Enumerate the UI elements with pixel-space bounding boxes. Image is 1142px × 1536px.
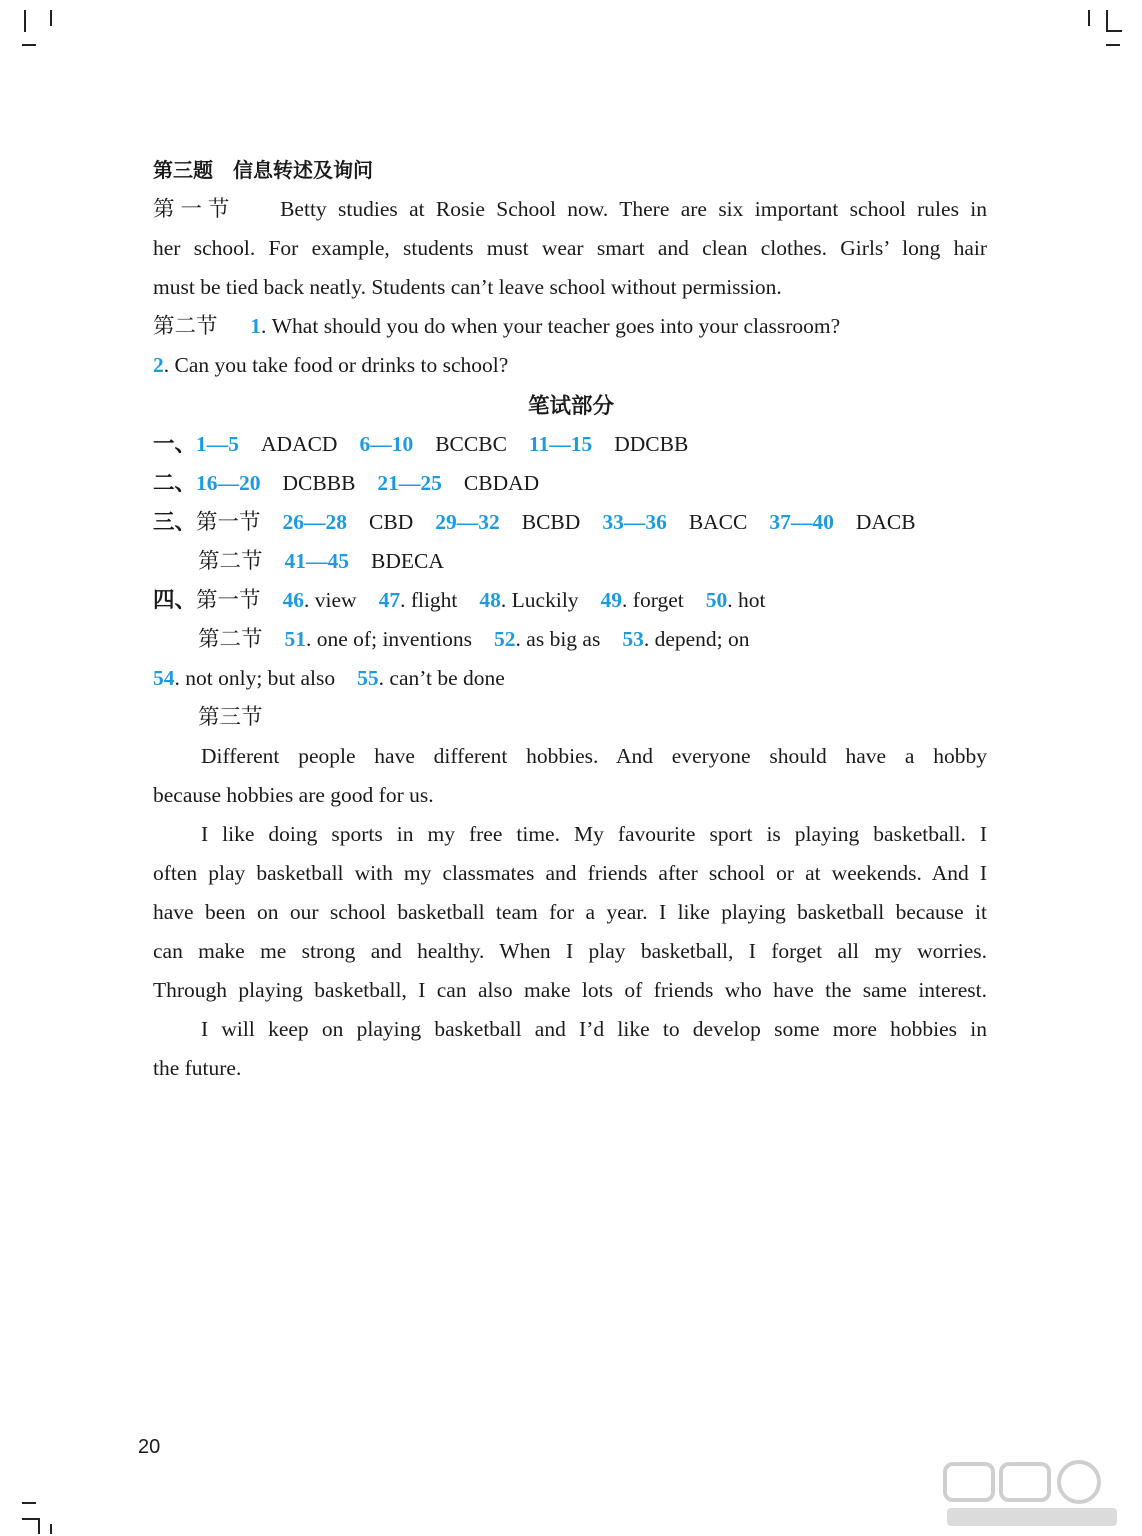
part2-label: 第二节 [153, 314, 218, 339]
essay-line: the future. [153, 1056, 242, 1080]
essay-line: I will keep on playing basketball and I’d like to develop some more hobbies in [201, 1017, 987, 1041]
crop-mark [1106, 10, 1108, 32]
question-number: 49 [600, 588, 623, 612]
question-range: 37—40 [769, 510, 834, 534]
question-number: 47 [378, 588, 401, 612]
question-number: 46 [282, 588, 305, 612]
answer-text: . depend; on [643, 627, 750, 651]
answer-text: . can’t be done [378, 666, 505, 690]
watermark-logo-icon [939, 1458, 1124, 1530]
sub-label: 第二节 [198, 549, 263, 574]
answer-text: . as big as [515, 627, 601, 651]
answer-row-6 [198, 620, 987, 659]
answer-text: DDCBB [614, 432, 689, 456]
essay-line: Through playing basketball, I can also make lots of friends who have the same interest. [153, 978, 987, 1002]
essay-line: because hobbies are good for us. [153, 783, 434, 807]
question-range: 11—15 [528, 432, 593, 456]
row-label: 三、 [153, 510, 197, 535]
answer-row-2 [153, 464, 987, 503]
part1-text: her school. For example, students must wear smart and clean clothes. Girls’ long hair [153, 236, 987, 260]
answer-text: CBDAD [463, 471, 540, 495]
answer-text: . Luckily [500, 588, 579, 612]
question-range: 16—20 [196, 471, 261, 495]
answer-text: . not only; but also [174, 666, 336, 690]
part1-line-1 [153, 190, 987, 229]
sub-label: 第一节 [196, 510, 261, 535]
question-number: 1 [250, 314, 262, 338]
essay-line: can make me strong and healthy. When I play basketball, I forget all my worries. [153, 939, 987, 963]
question-number: 48 [479, 588, 501, 612]
crop-mark [22, 44, 36, 46]
answer-text: DACB [855, 510, 916, 534]
answer-text: BCCBC [435, 432, 507, 456]
question-number: 2 [153, 353, 164, 377]
answer-row-4 [198, 542, 987, 581]
question-number: 50 [705, 588, 728, 612]
question-range: 41—45 [284, 549, 350, 573]
answer-text: . forget [622, 588, 684, 612]
question-range: 33—36 [602, 510, 667, 534]
question-range: 6—10 [359, 432, 414, 456]
crop-mark [50, 1524, 52, 1534]
section-title [153, 151, 987, 190]
sub-label: 第一节 [196, 588, 261, 613]
part1-line-3 [153, 268, 987, 307]
question-range: 21—25 [377, 471, 442, 495]
answer-text: . one of; inventions [306, 627, 473, 651]
answer-row-8 [198, 698, 987, 737]
part1-line-2 [153, 229, 987, 268]
crop-mark [50, 10, 52, 26]
question-range: 29—32 [435, 510, 500, 534]
essay-line: I like doing sports in my free time. My favourite sport is playing basketball. I [201, 822, 987, 846]
written-section-title: 笔试部分 [527, 394, 614, 419]
part2-q1 [153, 307, 987, 346]
row-label: 一、 [153, 432, 197, 457]
answer-text: ADACD [261, 432, 338, 456]
question-range: 1—5 [196, 432, 240, 456]
answer-text: BACC [688, 510, 748, 534]
question-text: . What should you do when your teacher goes into your classroom? [261, 314, 841, 338]
part1-text: Betty studies at Rosie School now. There are six important school rules in [280, 197, 987, 221]
answer-text: DCBBB [282, 471, 356, 495]
question-text: . Can you take food or drinks to school? [163, 353, 509, 377]
answer-row-1 [153, 425, 987, 464]
question-number: 51 [284, 627, 307, 651]
crop-mark [38, 1518, 40, 1534]
essay-line: Different people have different hobbies. And everyone should have a hobby [201, 744, 987, 768]
answer-row-5 [153, 581, 987, 620]
row-label: 二、 [153, 471, 197, 496]
essay-line: have been on our school basketball team for a year. I like playing basketball because it [153, 900, 987, 924]
crop-mark [1106, 44, 1120, 46]
part1-text: must be tied back neatly. Students can’t leave school without permission. [153, 275, 782, 299]
question-number: 55 [357, 666, 379, 690]
question-number: 52 [494, 627, 516, 651]
answer-text: BDECA [371, 549, 444, 573]
question-range: 26—28 [282, 510, 348, 534]
part1-label: 第一节 [153, 197, 236, 222]
answer-text: BCBD [521, 510, 581, 534]
crop-mark [24, 10, 26, 32]
page-number: 20 [138, 1436, 161, 1458]
answer-text: . flight [400, 588, 458, 612]
question-number: 53 [622, 627, 644, 651]
part2-q2 [153, 346, 987, 385]
answer-row-3 [153, 503, 987, 542]
question-number: 54 [153, 666, 175, 690]
answer-text: CBD [369, 510, 414, 534]
section-title-text: 第三题 信息转述及询问 [153, 158, 373, 182]
row-label: 四、 [153, 588, 197, 613]
essay-line: often play basketball with my classmates and friends after school or at weekends. And I [153, 861, 987, 885]
crop-mark [1106, 30, 1122, 32]
answer-text: . hot [727, 588, 766, 612]
answer-row-7 [153, 659, 987, 698]
sub-label: 第二节 [198, 627, 263, 652]
sub-label: 第三节 [198, 705, 263, 730]
crop-mark [1088, 10, 1090, 26]
crop-mark [22, 1502, 36, 1504]
answer-text: . view [304, 588, 357, 612]
